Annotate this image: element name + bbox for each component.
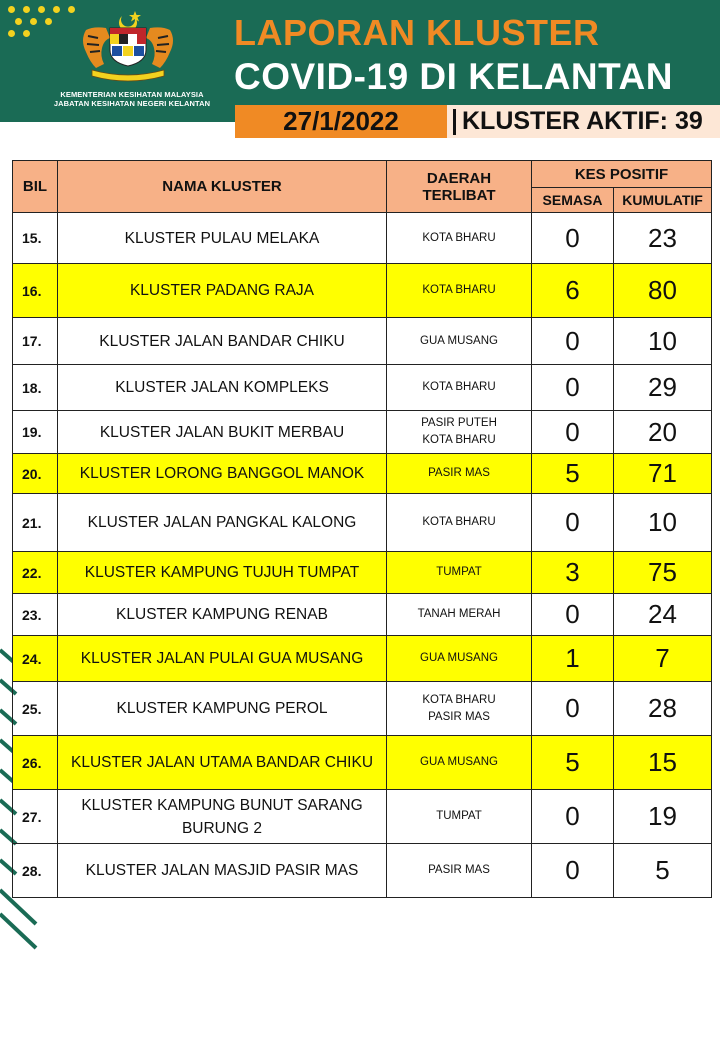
row-kumulatif: 75 (614, 552, 712, 594)
table-row (13, 844, 712, 898)
row-bil: 18. (13, 365, 58, 411)
district-text: KOTA BHARU (422, 284, 496, 296)
row-semasa: 6 (532, 264, 614, 318)
row-semasa: 0 (532, 318, 614, 365)
cluster-name-text: KLUSTER KAMPUNG RENAB (116, 606, 328, 623)
row-kumulatif: 7 (614, 636, 712, 682)
table-row (13, 264, 712, 318)
row-district (387, 494, 532, 552)
cluster-name-text: KLUSTER JALAN UTAMA BANDAR CHIKU (70, 754, 374, 771)
cluster-name-text: KLUSTER JALAN BANDAR CHIKU (99, 332, 345, 350)
cluster-name-text: KLUSTER KAMPUNG BUNUT SARANG (81, 796, 363, 814)
row-semasa: 0 (532, 365, 614, 411)
district-text: KOTA BHARU (422, 434, 496, 446)
row-cluster-name (58, 454, 387, 494)
row-cluster-name (58, 552, 387, 594)
row-semasa: 1 (532, 636, 614, 682)
row-district (387, 365, 532, 411)
row-district (387, 682, 532, 736)
row-semasa: 5 (532, 454, 614, 494)
active-cluster-text: KLUSTER AKTIF: 39 (462, 107, 703, 135)
row-semasa: 0 (532, 411, 614, 454)
row-district (387, 264, 532, 318)
row-bil: 23. (13, 594, 58, 636)
cluster-name-text: KLUSTER JALAN KOMPLEKS (115, 379, 329, 396)
row-kumulatif: 71 (614, 454, 712, 494)
row-cluster-name (58, 736, 387, 790)
cluster-name-text: KLUSTER JALAN PANGKAL KALONG (87, 514, 357, 531)
row-kumulatif: 24 (614, 594, 712, 636)
row-kumulatif: 80 (614, 264, 712, 318)
header-daerah-line1: DAERAH (426, 169, 492, 187)
table-row (13, 365, 712, 411)
row-semasa: 0 (532, 213, 614, 264)
table-row (13, 636, 712, 682)
cluster-name-text: KLUSTER KAMPUNG TUJUH TUMPAT (84, 564, 360, 581)
row-bil: 27. (13, 790, 58, 844)
row-district (387, 318, 532, 365)
row-district (387, 594, 532, 636)
row-kumulatif: 23 (614, 213, 712, 264)
cluster-name-text: BURUNG 2 (181, 819, 263, 837)
row-kumulatif: 10 (614, 318, 712, 365)
row-district (387, 213, 532, 264)
row-kumulatif: 5 (614, 844, 712, 898)
district-text: TANAH MERAH (417, 608, 501, 620)
row-semasa: 0 (532, 790, 614, 844)
row-cluster-name (58, 844, 387, 898)
district-text: PASIR MAS (428, 710, 490, 723)
header-daerah-terlibat (387, 161, 532, 213)
district-text: KOTA BHARU (422, 381, 496, 393)
row-district (387, 790, 532, 844)
table-row (13, 736, 712, 790)
district-text: KOTA BHARU (422, 231, 496, 244)
coat-of-arms-icon (72, 8, 184, 84)
district-text: TUMPAT (436, 810, 482, 822)
row-cluster-name (58, 494, 387, 552)
table-row (13, 411, 712, 454)
report-title-line2: COVID-19 DI KELANTAN (234, 56, 673, 97)
row-district (387, 454, 532, 494)
district-text: PASIR MAS (428, 864, 490, 876)
row-cluster-name (58, 365, 387, 411)
table-row (13, 213, 712, 264)
table-row (13, 494, 712, 552)
row-bil: 16. (13, 264, 58, 318)
row-bil: 25. (13, 682, 58, 736)
row-kumulatif: 20 (614, 411, 712, 454)
row-bil: 17. (13, 318, 58, 365)
row-cluster-name (58, 213, 387, 264)
header-nama-kluster: NAMA KLUSTER (58, 161, 387, 213)
table-row (13, 790, 712, 844)
row-kumulatif: 19 (614, 790, 712, 844)
cluster-table (12, 160, 712, 898)
table-row (13, 594, 712, 636)
agency-name: KEMENTERIAN KESIHATAN MALAYSIA (60, 90, 204, 99)
row-bil: 21. (13, 494, 58, 552)
cluster-name-text: KLUSTER LORONG BANGGOL MANOK (79, 465, 365, 482)
cluster-name-text: KLUSTER JALAN MASJID PASIR MAS (85, 862, 359, 879)
row-district (387, 411, 532, 454)
row-cluster-name (58, 594, 387, 636)
header-daerah-line2: TERLIBAT (422, 186, 496, 204)
row-semasa: 3 (532, 552, 614, 594)
row-semasa: 0 (532, 844, 614, 898)
report-title-line1: LAPORAN KLUSTER (234, 12, 600, 53)
row-cluster-name (58, 790, 387, 844)
report-date-text: 27/1/2022 (283, 106, 399, 136)
district-text: GUA MUSANG (420, 652, 498, 664)
district-text: TUMPAT (436, 566, 482, 578)
district-text: PASIR MAS (428, 467, 490, 479)
row-kumulatif: 15 (614, 736, 712, 790)
row-bil: 22. (13, 552, 58, 594)
row-district (387, 636, 532, 682)
active-cluster-count (447, 105, 720, 138)
row-semasa: 0 (532, 682, 614, 736)
row-district (387, 552, 532, 594)
district-text: KOTA BHARU (422, 693, 496, 706)
report-date (235, 105, 447, 138)
row-cluster-name (58, 636, 387, 682)
cluster-name-text: KLUSTER PADANG RAJA (129, 282, 315, 299)
divider (453, 109, 456, 135)
row-semasa: 0 (532, 494, 614, 552)
row-bil: 28. (13, 844, 58, 898)
department-name: JABATAN KESIHATAN NEGERI KELANTAN (53, 99, 211, 108)
district-text: PASIR PUTEH (421, 417, 497, 429)
cluster-name-text: KLUSTER JALAN PULAI GUA MUSANG (80, 650, 364, 667)
row-bil: 15. (13, 213, 58, 264)
cluster-name-text: KLUSTER JALAN BUKIT MERBAU (99, 423, 345, 441)
cluster-name-text: KLUSTER KAMPUNG PEROL (116, 700, 328, 717)
row-kumulatif: 10 (614, 494, 712, 552)
row-bil: 19. (13, 411, 58, 454)
district-text: GUA MUSANG (420, 756, 498, 768)
row-district (387, 736, 532, 790)
table-row (13, 318, 712, 365)
row-bil: 20. (13, 454, 58, 494)
header-kes-positif: KES POSITIF (532, 161, 712, 188)
row-cluster-name (58, 682, 387, 736)
row-semasa: 5 (532, 736, 614, 790)
cluster-name-text: KLUSTER PULAU MELAKA (124, 229, 320, 247)
table-row (13, 552, 712, 594)
district-text: GUA MUSANG (420, 334, 498, 347)
row-cluster-name (58, 264, 387, 318)
row-cluster-name (58, 318, 387, 365)
report-header (0, 0, 720, 122)
header-semasa: SEMASA (532, 188, 614, 213)
header-kumulatif: KUMULATIF (614, 188, 712, 213)
table-row (13, 682, 712, 736)
district-text: KOTA BHARU (422, 516, 496, 528)
row-kumulatif: 28 (614, 682, 712, 736)
row-kumulatif: 29 (614, 365, 712, 411)
row-district (387, 844, 532, 898)
table-row (13, 454, 712, 494)
row-bil: 26. (13, 736, 58, 790)
row-semasa: 0 (532, 594, 614, 636)
header-bil: BIL (13, 161, 58, 213)
row-bil: 24. (13, 636, 58, 682)
row-cluster-name (58, 411, 387, 454)
